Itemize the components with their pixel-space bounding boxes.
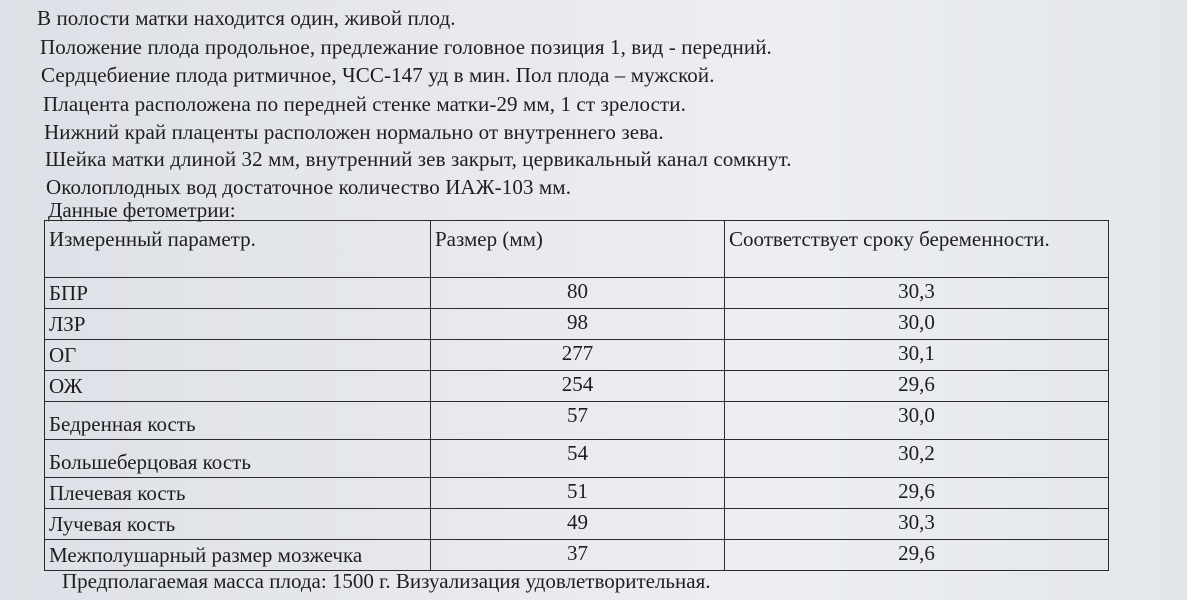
row-size: 254 [431,371,725,402]
footer-estimated-weight: Предполагаемая масса плода: 1500 г. Визуализация удовлетворительная. [62,569,711,593]
table-header-row [45,221,1109,278]
table-row [45,340,1109,371]
table-row [45,440,1109,478]
table-row [45,402,1109,440]
row-term: 29,6 [725,478,1109,509]
row-term: 30,3 [725,509,1109,540]
table-row [45,540,1109,571]
row-param: Плечевая кость [45,478,431,509]
row-param: ОГ [45,340,431,371]
text-line-amniotic-fluid: Околоплодных вод достаточное количество ИАЖ-103 мм. [46,175,572,199]
table-row [45,478,1109,509]
row-term: 29,6 [725,371,1109,402]
row-size: 80 [431,278,725,309]
row-size: 54 [431,440,725,478]
table-row [45,309,1109,340]
table-row [45,371,1109,402]
row-size: 57 [431,402,725,440]
row-size: 51 [431,478,725,509]
text-line-placenta: Плацента расположена по передней стенке матки-29 мм, 1 ст зрелости. [43,92,686,116]
table-row [45,278,1109,309]
row-size: 98 [431,309,725,340]
header-size: Размер (мм) [431,221,725,278]
row-param: Большеберцовая кость [45,440,431,478]
row-param: Бедренная кость [45,402,431,440]
row-param: Межполушарный размер мозжечка [45,540,431,571]
text-line-cervix: Шейка матки длиной 32 мм, внутренний зев закрыт, цервикальный канал сомкнут. [45,147,792,171]
row-size: 49 [431,509,725,540]
header-gestational-age: Соответствует сроку беременности. [725,221,1109,278]
row-term: 29,6 [725,540,1109,571]
table-row [45,509,1109,540]
row-term: 30,2 [725,440,1109,478]
row-size: 277 [431,340,725,371]
table-caption: Данные фетометрии: [48,198,236,222]
text-line-fetus-count: В полости матки находится один, живой плод. [37,6,456,30]
row-param: Лучевая кость [45,509,431,540]
row-term: 30,0 [725,309,1109,340]
row-param: ОЖ [45,371,431,402]
text-line-heartbeat: Сердцебиение плода ритмичное, ЧСС-147 уд в мин. Пол плода – мужской. [41,63,715,87]
row-param: БПР [45,278,431,309]
row-term: 30,1 [725,340,1109,371]
text-line-placenta-edge: Нижний край плаценты расположен нормально от внутреннего зева. [44,120,664,144]
text-line-fetus-position: Положение плода продольное, предлежание головное позиция 1, вид - передний. [40,35,772,59]
row-term: 30,0 [725,402,1109,440]
row-size: 37 [431,540,725,571]
fetometry-table [44,220,1109,571]
row-param: ЛЗР [45,309,431,340]
row-term: 30,3 [725,278,1109,309]
header-parameter: Измеренный параметр. [45,221,431,278]
